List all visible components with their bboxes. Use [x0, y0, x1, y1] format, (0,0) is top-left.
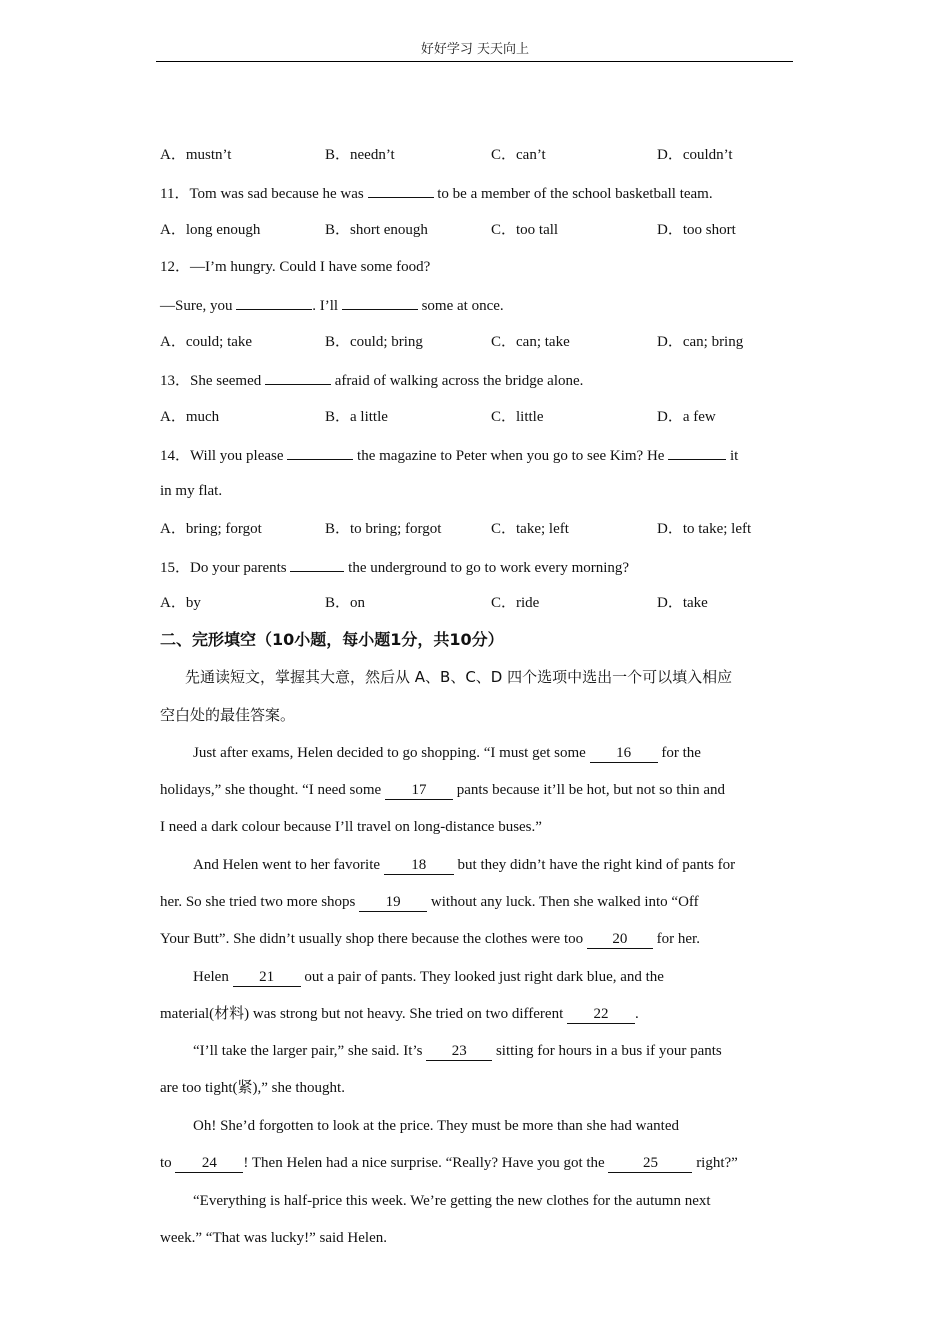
- page-header-title: 好好学习 天天向上: [420, 42, 530, 57]
- stem-text: 14．Will you please: [160, 448, 288, 464]
- passage-text: And Helen went to her favorite: [193, 857, 384, 873]
- blank-25: 25: [608, 1154, 692, 1173]
- passage-paragraph-2-line-2: [160, 892, 699, 912]
- question-14-line-2: in my flat.: [160, 483, 223, 499]
- passage-text: material(材料) was strong but not heavy. She tried on two different: [160, 1006, 567, 1022]
- passage-paragraph-1-line-3: I need a dark colour because I’ll travel on long-distance buses.”: [160, 819, 542, 835]
- passage-text: .: [635, 1006, 639, 1022]
- stem-text: afraid of walking across the bridge alone.: [330, 373, 584, 389]
- option-d[interactable]: D．take: [657, 595, 708, 611]
- passage-text: Just after exams, Helen decided to go shopping. “I must get some: [193, 745, 590, 761]
- option-a[interactable]: A．much: [160, 409, 220, 425]
- passage-paragraph-4-line-1: [193, 1041, 722, 1061]
- passage-text: “I’ll take the larger pair,” she said. It’s: [193, 1043, 427, 1059]
- option-b[interactable]: B．a little: [325, 409, 388, 425]
- blank-24: 24: [175, 1154, 243, 1173]
- stem-text: 11．Tom was sad because he was: [160, 186, 368, 202]
- option-b[interactable]: B．on: [325, 595, 366, 611]
- option-a[interactable]: A．mustn’t: [160, 147, 232, 163]
- option-d[interactable]: D．can; bring: [657, 334, 744, 350]
- option-b[interactable]: B．short enough: [325, 222, 428, 238]
- passage-text: but they didn’t have the right kind of pants for: [453, 857, 736, 873]
- passage-paragraph-6-line-1: “Everything is half-price this week. We’re getting the new clothes for the autumn next: [193, 1193, 711, 1209]
- option-a[interactable]: A．long enough: [160, 222, 261, 238]
- passage-paragraph-5-line-1: Oh! She’d forgotten to look at the price. They must be more than she had wanted: [193, 1118, 679, 1134]
- stem-text: . I’ll: [312, 298, 342, 314]
- option-d[interactable]: D．too short: [657, 222, 736, 238]
- option-c[interactable]: C．ride: [491, 595, 540, 611]
- blank-23: 23: [426, 1042, 492, 1061]
- passage-paragraph-3-line-2: [160, 1004, 639, 1024]
- passage-text: sitting for hours in a bus if your pants: [492, 1043, 722, 1059]
- header-divider: [156, 61, 793, 62]
- stem-text: 15．Do your parents: [160, 560, 291, 576]
- passage-paragraph-2-line-1: [193, 855, 735, 875]
- passage-text: for the: [657, 745, 701, 761]
- passage-text: her. So she tried two more shops: [160, 894, 360, 910]
- option-d[interactable]: D．to take; left: [657, 521, 752, 537]
- blank-18: 18: [384, 856, 454, 875]
- passage-text: without any luck. Then she walked into “Off: [427, 894, 699, 910]
- passage-text: Your Butt”. She didn’t usually shop there because the clothes were too: [160, 931, 587, 947]
- blank-16: 16: [590, 744, 658, 763]
- stem-text: 13．She seemed: [160, 373, 265, 389]
- passage-paragraph-6-line-2: week.” “That was lucky!” said Helen.: [160, 1230, 387, 1246]
- option-c[interactable]: C．can’t: [491, 147, 546, 163]
- option-a[interactable]: A．by: [160, 595, 201, 611]
- passage-text: holidays,” she thought. “I need some: [160, 782, 385, 798]
- passage-text: out a pair of pants. They looked just right dark blue, and the: [300, 969, 664, 985]
- passage-paragraph-4-line-2: are too tight(紧),” she thought.: [160, 1080, 345, 1096]
- option-a[interactable]: A．could; take: [160, 334, 253, 350]
- blank-19: 19: [359, 893, 427, 912]
- stem-text: —Sure, you: [160, 298, 237, 314]
- answer-blank: [668, 444, 726, 460]
- question-12-line-1: 12．—I’m hungry. Could I have some food?: [160, 259, 431, 275]
- answer-blank: [368, 182, 434, 198]
- stem-text: the underground to go to work every morning?: [344, 560, 630, 576]
- blank-17: 17: [385, 781, 453, 800]
- question-11-stem: [160, 182, 713, 204]
- passage-paragraph-1-line-2: [160, 780, 725, 800]
- section-2-title: 二、完形填空（10小题，每小题1分，共10分）: [160, 630, 504, 649]
- option-a[interactable]: A．bring; forgot: [160, 521, 262, 537]
- passage-paragraph-5-line-2: [160, 1153, 738, 1173]
- passage-text: to: [160, 1155, 176, 1171]
- answer-blank: [236, 294, 312, 310]
- answer-blank: [265, 369, 331, 385]
- option-b[interactable]: B．needn’t: [325, 147, 395, 163]
- question-14-stem: [160, 444, 738, 466]
- section-2-instruction-line-1: 先通读短文，掌握其大意，然后从 A、B、C、D 四个选项中选出一个可以填入相应: [185, 668, 733, 686]
- option-c[interactable]: C．too tall: [491, 222, 559, 238]
- stem-text: some at once.: [417, 298, 504, 314]
- option-c[interactable]: C．can; take: [491, 334, 570, 350]
- answer-blank: [290, 556, 344, 572]
- option-b[interactable]: B．could; bring: [325, 334, 423, 350]
- passage-text: ! Then Helen had a nice surprise. “Really? Have you got the: [243, 1155, 609, 1171]
- option-c[interactable]: C．take; left: [491, 521, 569, 537]
- passage-text: for her.: [652, 931, 700, 947]
- section-2-instruction-line-2: 空白处的最佳答案。: [160, 706, 296, 724]
- passage-paragraph-3-line-1: [193, 967, 664, 987]
- question-12-line-2: [160, 294, 504, 316]
- option-c[interactable]: C．little: [491, 409, 544, 425]
- passage-paragraph-1-line-1: [193, 743, 701, 763]
- passage-text: right?”: [692, 1155, 738, 1171]
- option-d[interactable]: D．a few: [657, 409, 716, 425]
- stem-text: it: [726, 448, 739, 464]
- answer-blank: [342, 294, 418, 310]
- passage-text: Helen: [193, 969, 233, 985]
- blank-20: 20: [587, 930, 653, 949]
- blank-21: 21: [233, 968, 301, 987]
- stem-text: to be a member of the school basketball team.: [433, 186, 713, 202]
- question-15-stem: [160, 556, 629, 578]
- stem-text: the magazine to Peter when you go to see Kim? He: [353, 448, 669, 464]
- option-d[interactable]: D．couldn’t: [657, 147, 733, 163]
- blank-22: 22: [567, 1005, 635, 1024]
- question-13-stem: [160, 369, 583, 391]
- answer-blank: [287, 444, 353, 460]
- passage-text: pants because it’ll be hot, but not so thin and: [452, 782, 725, 798]
- option-b[interactable]: B．to bring; forgot: [325, 521, 442, 537]
- passage-paragraph-2-line-3: [160, 929, 700, 949]
